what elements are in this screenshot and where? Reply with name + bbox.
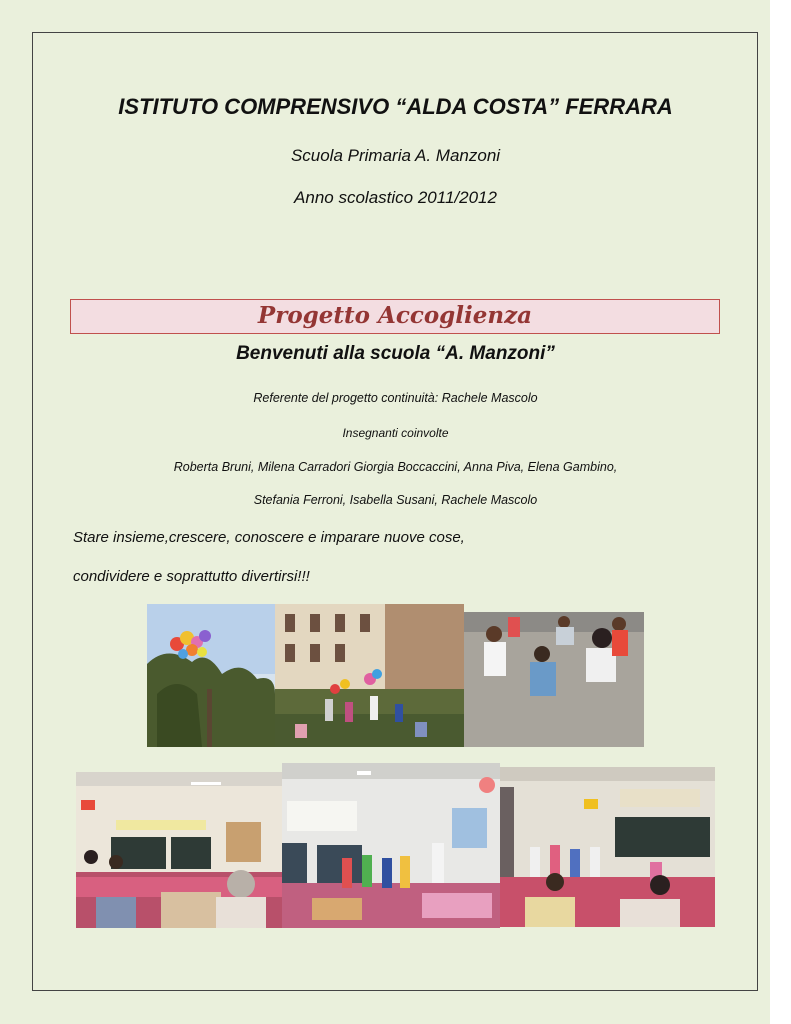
school-year: Anno scolastico 2011/2012 — [294, 188, 497, 207]
school-name: Scuola Primaria A. Manzoni — [290, 146, 501, 165]
photo-balloons — [147, 604, 275, 747]
motto-line1: Stare insieme,crescere, conoscere e imparare nuove cose, — [73, 529, 465, 546]
institute-title: ISTITUTO COMPRENSIVO “ALDA COSTA” FERRARA — [118, 94, 673, 119]
photo-children-circle — [464, 612, 644, 747]
project-referent: Referente del progetto continuità: Rachele Mascolo — [253, 391, 538, 405]
welcome-heading: Benvenuti alla scuola “A. Manzoni” — [236, 343, 555, 364]
teachers-list-line1: Roberta Bruni, Milena Carradori Giorgia Boccaccini, Anna Piva, Elena Gambino, — [173, 460, 618, 474]
photo-schoolyard — [275, 604, 464, 747]
photo-classroom-3 — [500, 767, 715, 927]
photo-classroom-2 — [282, 763, 500, 928]
photo-classroom-1 — [76, 772, 282, 928]
teachers-list-line2: Stefania Ferroni, Isabella Susani, Rachele Mascolo — [253, 493, 538, 507]
project-title: Progetto Accoglienza — [257, 302, 533, 329]
motto-line2: condividere e soprattutto divertirsi!!! — [73, 568, 310, 585]
teachers-label: Insegnanti coinvolte — [342, 426, 449, 440]
